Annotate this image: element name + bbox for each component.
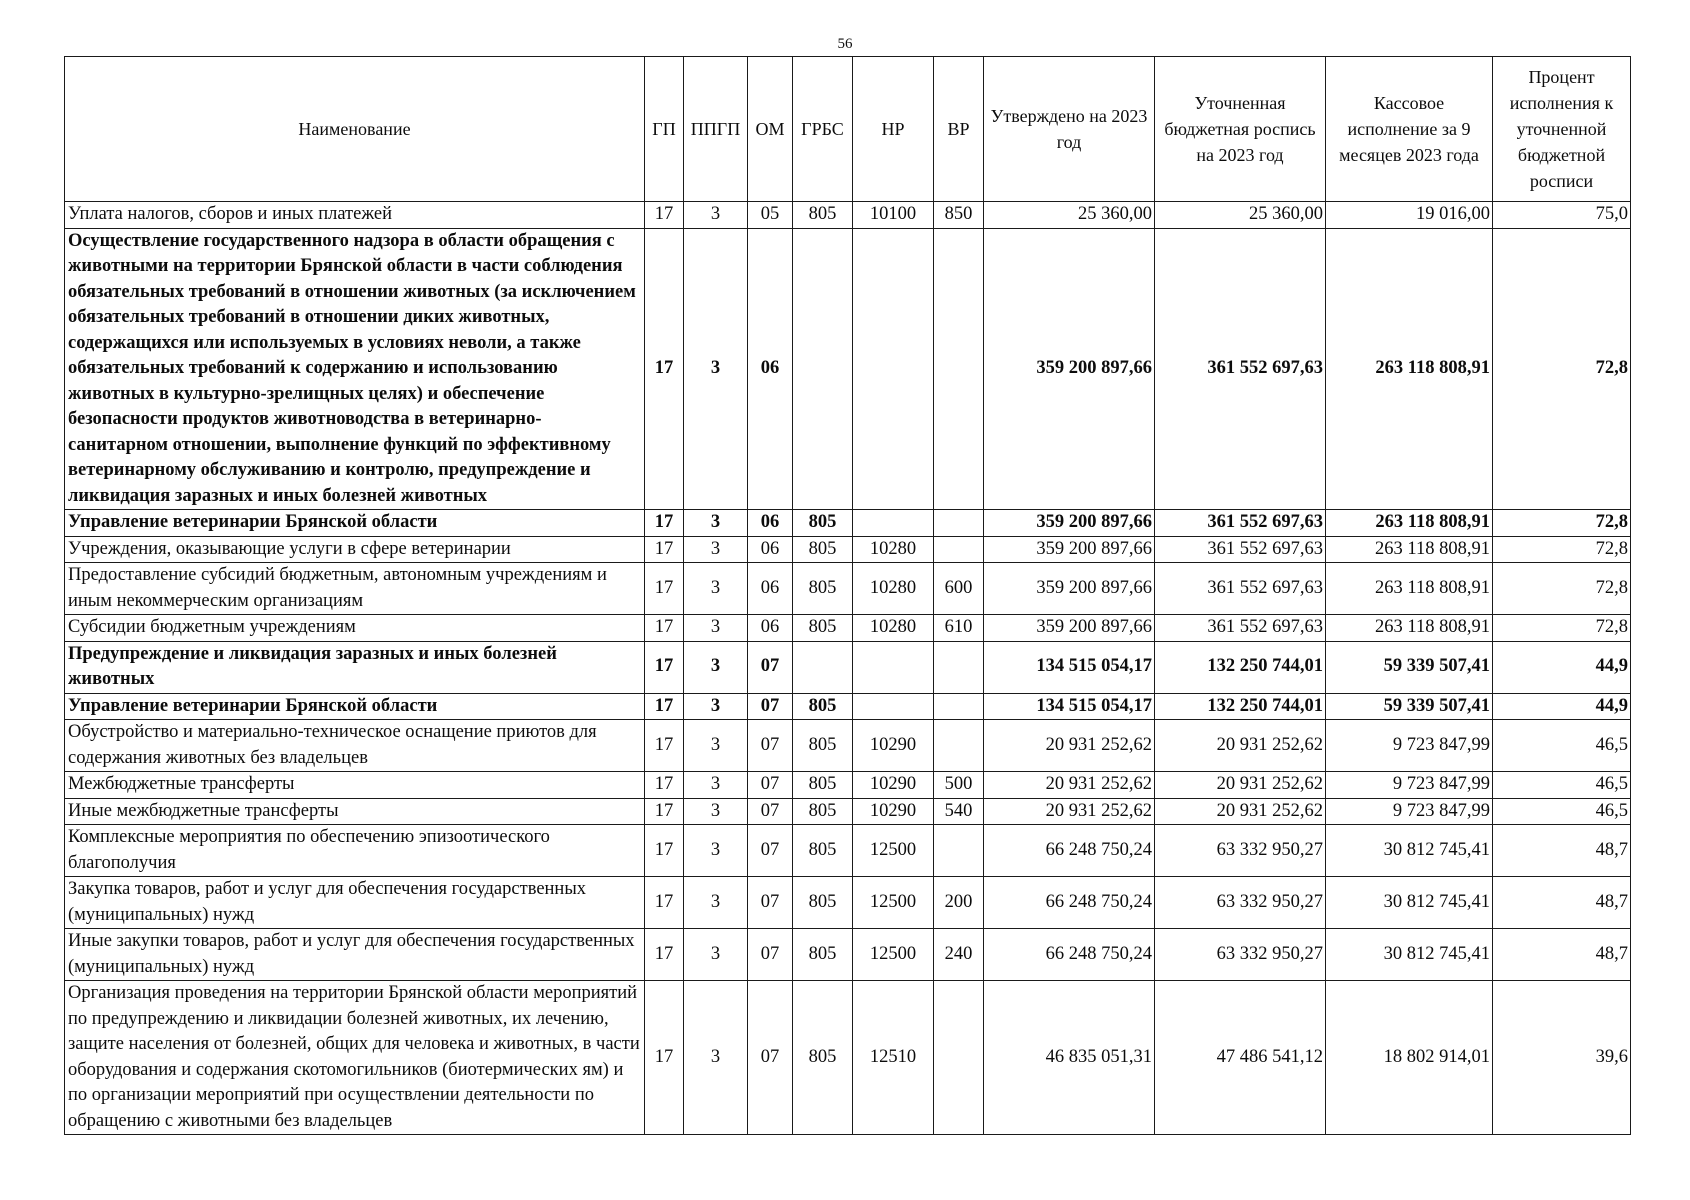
cell-vr: 850 [934, 202, 984, 229]
table-row [65, 563, 1631, 615]
cell-name: Управление ветеринарии Брянской области [65, 510, 645, 537]
cell-nr: 10100 [853, 202, 934, 229]
table-row [65, 772, 1631, 799]
cell-gp: 17 [645, 641, 684, 693]
cell-ppgp: 3 [684, 563, 748, 615]
cell-approved: 134 515 054,17 [984, 693, 1155, 720]
cell-name: Субсидии бюджетным учреждениям [65, 615, 645, 642]
cell-vr [934, 981, 984, 1135]
cell-approved: 66 248 750,24 [984, 825, 1155, 877]
page-number: 56 [837, 36, 853, 52]
table-row [65, 929, 1631, 981]
cell-approved: 25 360,00 [984, 202, 1155, 229]
cell-gp: 17 [645, 563, 684, 615]
table-row [65, 877, 1631, 929]
cell-refined: 361 552 697,63 [1155, 228, 1326, 510]
cell-approved: 20 931 252,62 [984, 720, 1155, 772]
cell-om: 07 [748, 929, 793, 981]
cell-gp: 17 [645, 798, 684, 825]
cell-grbs: 805 [793, 798, 853, 825]
cell-name: Иные межбюджетные трансферты [65, 798, 645, 825]
cell-ppgp: 3 [684, 641, 748, 693]
cell-refined: 132 250 744,01 [1155, 641, 1326, 693]
cell-cash: 30 812 745,41 [1326, 929, 1493, 981]
cell-gp: 17 [645, 877, 684, 929]
cell-nr: 10290 [853, 798, 934, 825]
cell-percent: 44,9 [1493, 641, 1631, 693]
cell-percent: 72,8 [1493, 228, 1631, 510]
table-row [65, 798, 1631, 825]
table-row [65, 720, 1631, 772]
cell-vr: 610 [934, 615, 984, 642]
cell-cash: 9 723 847,99 [1326, 720, 1493, 772]
cell-refined: 25 360,00 [1155, 202, 1326, 229]
cell-vr [934, 825, 984, 877]
cell-approved: 66 248 750,24 [984, 877, 1155, 929]
cell-name: Иные закупки товаров, работ и услуг для обеспечения государственных (муниципальных) нужд [65, 929, 645, 981]
cell-cash: 19 016,00 [1326, 202, 1493, 229]
cell-name: Уплата налогов, сборов и иных платежей [65, 202, 645, 229]
header-grbs: ГРБС [793, 57, 853, 202]
cell-grbs [793, 641, 853, 693]
cell-percent: 48,7 [1493, 929, 1631, 981]
cell-cash: 30 812 745,41 [1326, 877, 1493, 929]
cell-vr: 500 [934, 772, 984, 799]
header-approved: Утверждено на 2023 год [984, 57, 1155, 202]
cell-name: Предупреждение и ликвидация заразных и иных болезней животных [65, 641, 645, 693]
cell-om: 07 [748, 693, 793, 720]
cell-ppgp: 3 [684, 228, 748, 510]
cell-vr [934, 228, 984, 510]
cell-approved: 20 931 252,62 [984, 772, 1155, 799]
cell-refined: 132 250 744,01 [1155, 693, 1326, 720]
cell-gp: 17 [645, 981, 684, 1135]
cell-grbs: 805 [793, 202, 853, 229]
cell-ppgp: 3 [684, 798, 748, 825]
cell-om: 07 [748, 825, 793, 877]
cell-approved: 359 200 897,66 [984, 228, 1155, 510]
cell-om: 06 [748, 563, 793, 615]
cell-nr [853, 228, 934, 510]
cell-grbs: 805 [793, 877, 853, 929]
cell-gp: 17 [645, 202, 684, 229]
cell-refined: 361 552 697,63 [1155, 536, 1326, 563]
cell-refined: 361 552 697,63 [1155, 615, 1326, 642]
cell-vr: 540 [934, 798, 984, 825]
cell-om: 07 [748, 641, 793, 693]
cell-nr: 12500 [853, 877, 934, 929]
cell-grbs: 805 [793, 981, 853, 1135]
cell-approved: 359 200 897,66 [984, 563, 1155, 615]
budget-execution-table [64, 56, 1631, 1135]
cell-cash: 9 723 847,99 [1326, 798, 1493, 825]
cell-percent: 46,5 [1493, 772, 1631, 799]
cell-name: Организация проведения на территории Брянской области мероприятий по предупреждению и ликвидации болезней животных, их лечению, защите населения от болезней, общих для человека и животных, в части оборудования и содержания скотомогильников (биотермических ям) и по организации мероприятий при осуществлении деятельности по обращению с животными без владельцев [65, 981, 645, 1135]
cell-om: 07 [748, 772, 793, 799]
table-row [65, 510, 1631, 537]
header-name: Наименование [65, 57, 645, 202]
cell-om: 05 [748, 202, 793, 229]
cell-percent: 48,7 [1493, 825, 1631, 877]
cell-ppgp: 3 [684, 202, 748, 229]
cell-nr: 12510 [853, 981, 934, 1135]
cell-approved: 66 248 750,24 [984, 929, 1155, 981]
cell-percent: 72,8 [1493, 563, 1631, 615]
cell-vr [934, 510, 984, 537]
cell-nr: 10290 [853, 720, 934, 772]
cell-percent: 46,5 [1493, 798, 1631, 825]
cell-ppgp: 3 [684, 693, 748, 720]
cell-percent: 44,9 [1493, 693, 1631, 720]
cell-grbs: 805 [793, 536, 853, 563]
table-row [65, 825, 1631, 877]
header-nr: НР [853, 57, 934, 202]
cell-nr [853, 641, 934, 693]
cell-om: 07 [748, 720, 793, 772]
table-body [65, 202, 1631, 1135]
cell-refined: 63 332 950,27 [1155, 929, 1326, 981]
cell-approved: 134 515 054,17 [984, 641, 1155, 693]
cell-vr: 200 [934, 877, 984, 929]
header-ppgp: ППГП [684, 57, 748, 202]
cell-percent: 48,7 [1493, 877, 1631, 929]
cell-name: Предоставление субсидий бюджетным, автономным учреждениям и иным некоммерческим организациям [65, 563, 645, 615]
cell-nr: 10280 [853, 563, 934, 615]
table-row [65, 981, 1631, 1135]
cell-percent: 72,8 [1493, 536, 1631, 563]
header-vr: ВР [934, 57, 984, 202]
header-percent: Процент исполнения к уточненной бюджетной росписи [1493, 57, 1631, 202]
cell-ppgp: 3 [684, 720, 748, 772]
cell-grbs: 805 [793, 825, 853, 877]
header-om: ОМ [748, 57, 793, 202]
cell-ppgp: 3 [684, 772, 748, 799]
cell-grbs: 805 [793, 772, 853, 799]
cell-nr: 10280 [853, 615, 934, 642]
cell-cash: 9 723 847,99 [1326, 772, 1493, 799]
table-header-row [65, 57, 1631, 202]
cell-nr: 10280 [853, 536, 934, 563]
cell-ppgp: 3 [684, 510, 748, 537]
cell-grbs [793, 228, 853, 510]
cell-ppgp: 3 [684, 536, 748, 563]
header-cash: Кассовое исполнение за 9 месяцев 2023 года [1326, 57, 1493, 202]
cell-cash: 59 339 507,41 [1326, 693, 1493, 720]
cell-percent: 72,8 [1493, 510, 1631, 537]
cell-grbs: 805 [793, 720, 853, 772]
cell-refined: 63 332 950,27 [1155, 825, 1326, 877]
cell-ppgp: 3 [684, 929, 748, 981]
cell-name: Осуществление государственного надзора в области обращения с животными на территории Брянской области в части соблюдения обязательных требований в отношении животных (за исключением обязательных требований в отношении диких животных, содержащихся или используемых в условиях неволи, а также обязательных требований к содержанию и использованию животных в культурно-зрелищных целях) и обеспечение безопасности продуктов животноводства в ветеринарно-санитарном отношении, выполнение функций по эффективному ветеринарному обслуживанию и контролю, предупреждение и ликвидация заразных и иных болезней животных [65, 228, 645, 510]
cell-gp: 17 [645, 615, 684, 642]
cell-refined: 20 931 252,62 [1155, 772, 1326, 799]
cell-grbs: 805 [793, 510, 853, 537]
cell-om: 06 [748, 615, 793, 642]
cell-cash: 18 802 914,01 [1326, 981, 1493, 1135]
cell-refined: 63 332 950,27 [1155, 877, 1326, 929]
cell-grbs: 805 [793, 929, 853, 981]
cell-percent: 39,6 [1493, 981, 1631, 1135]
cell-refined: 20 931 252,62 [1155, 720, 1326, 772]
cell-nr [853, 693, 934, 720]
header-refined: Уточненная бюджетная роспись на 2023 год [1155, 57, 1326, 202]
cell-vr: 600 [934, 563, 984, 615]
cell-refined: 361 552 697,63 [1155, 510, 1326, 537]
cell-name: Межбюджетные трансферты [65, 772, 645, 799]
cell-cash: 263 118 808,91 [1326, 536, 1493, 563]
cell-refined: 361 552 697,63 [1155, 563, 1326, 615]
cell-gp: 17 [645, 825, 684, 877]
cell-om: 07 [748, 798, 793, 825]
cell-gp: 17 [645, 929, 684, 981]
cell-approved: 46 835 051,31 [984, 981, 1155, 1135]
cell-cash: 263 118 808,91 [1326, 510, 1493, 537]
cell-approved: 359 200 897,66 [984, 536, 1155, 563]
cell-gp: 17 [645, 693, 684, 720]
cell-ppgp: 3 [684, 877, 748, 929]
cell-percent: 46,5 [1493, 720, 1631, 772]
cell-cash: 59 339 507,41 [1326, 641, 1493, 693]
cell-vr [934, 536, 984, 563]
cell-gp: 17 [645, 720, 684, 772]
cell-approved: 359 200 897,66 [984, 510, 1155, 537]
table-row [65, 536, 1631, 563]
cell-grbs: 805 [793, 693, 853, 720]
cell-grbs: 805 [793, 615, 853, 642]
cell-nr: 10290 [853, 772, 934, 799]
cell-om: 06 [748, 536, 793, 563]
cell-nr: 12500 [853, 929, 934, 981]
cell-gp: 17 [645, 510, 684, 537]
header-gp: ГП [645, 57, 684, 202]
cell-name: Закупка товаров, работ и услуг для обеспечения государственных (муниципальных) нужд [65, 877, 645, 929]
cell-grbs: 805 [793, 563, 853, 615]
table-row [65, 615, 1631, 642]
cell-nr: 12500 [853, 825, 934, 877]
cell-name: Управление ветеринарии Брянской области [65, 693, 645, 720]
cell-name: Комплексные мероприятия по обеспечению эпизоотического благополучия [65, 825, 645, 877]
cell-percent: 75,0 [1493, 202, 1631, 229]
cell-approved: 359 200 897,66 [984, 615, 1155, 642]
cell-ppgp: 3 [684, 981, 748, 1135]
cell-ppgp: 3 [684, 615, 748, 642]
cell-om: 07 [748, 877, 793, 929]
cell-vr [934, 693, 984, 720]
table-row [65, 228, 1631, 510]
cell-name: Обустройство и материально-техническое оснащение приютов для содержания животных без владельцев [65, 720, 645, 772]
cell-nr [853, 510, 934, 537]
cell-om: 06 [748, 228, 793, 510]
cell-name: Учреждения, оказывающие услуги в сфере ветеринарии [65, 536, 645, 563]
cell-cash: 30 812 745,41 [1326, 825, 1493, 877]
cell-om: 07 [748, 981, 793, 1135]
cell-om: 06 [748, 510, 793, 537]
cell-vr: 240 [934, 929, 984, 981]
cell-percent: 72,8 [1493, 615, 1631, 642]
cell-vr [934, 720, 984, 772]
table-row [65, 641, 1631, 693]
cell-gp: 17 [645, 536, 684, 563]
cell-vr [934, 641, 984, 693]
cell-cash: 263 118 808,91 [1326, 563, 1493, 615]
cell-cash: 263 118 808,91 [1326, 228, 1493, 510]
cell-gp: 17 [645, 228, 684, 510]
table-row [65, 202, 1631, 229]
cell-ppgp: 3 [684, 825, 748, 877]
cell-cash: 263 118 808,91 [1326, 615, 1493, 642]
cell-refined: 47 486 541,12 [1155, 981, 1326, 1135]
cell-approved: 20 931 252,62 [984, 798, 1155, 825]
table-row [65, 693, 1631, 720]
cell-refined: 20 931 252,62 [1155, 798, 1326, 825]
cell-gp: 17 [645, 772, 684, 799]
